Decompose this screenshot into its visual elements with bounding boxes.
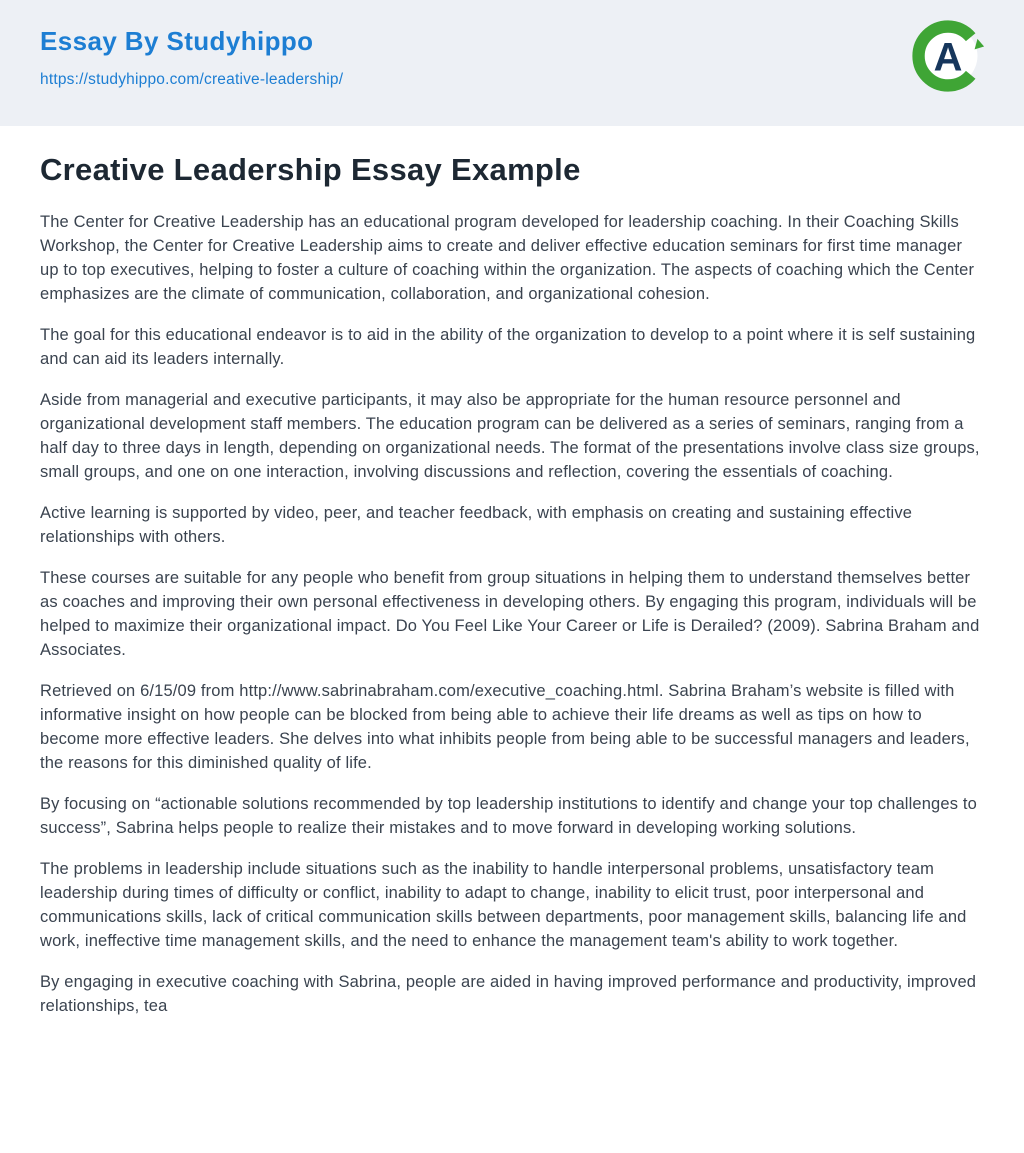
essay-paragraph: Retrieved on 6/15/09 from http://www.sabrinabraham.com/executive_coaching.html. Sabrina Braham’s website is filled with informative insight on how people can be blocked from being able to achieve their life dreams as well as tips on how to become more effective leaders. She delves into what inhibits people from being able to be successful managers and leaders, the reasons for this diminished quality of life. <box>40 682 970 772</box>
site-title: Essay By Studyhippo <box>40 26 314 56</box>
essay-paragraph: By focusing on “actionable solutions recommended by top leadership institutions to identify and change your top challenges to success”, Sabrina helps people to realize their mistakes and to move forward in developing working solutions. <box>40 795 977 837</box>
logo-ring-icon <box>910 18 986 94</box>
essay-paragraph: The goal for this educational endeavor is to aid in the ability of the organization to develop to a point where it is self sustaining and can aid its leaders internally. <box>40 326 976 368</box>
essay-paragraph: Active learning is supported by video, peer, and teacher feedback, with emphasis on creating and sustaining effective relationships with others. <box>40 504 913 546</box>
essay-paragraph: These courses are suitable for any people who benefit from group situations in helping them to understand themselves better as coaches and improving their own personal effectiveness in developing others. By engaging this program, individuals will be helped to maximize their organizational impact. Do You Feel Like Your Career or Life is Derailed? (2009). Sabrina Braham and Associates. <box>40 569 980 659</box>
essay-article <box>0 126 1024 1018</box>
studyhippo-logo <box>910 18 986 94</box>
essay-paragraph: The Center for Creative Leadership has an educational program developed for leadership coaching. In their Coaching Skills Workshop, the Center for Creative Leadership aims to create and deliver effective education seminars for first time manager up to top executives, helping to foster a culture of coaching within the organization. The aspects of coaching which the Center emphasizes are the climate of communication, collaboration, and organizational cohesion. <box>40 213 975 303</box>
article-title: Creative Leadership Essay Example <box>40 152 581 187</box>
essay-paragraph: The problems in leadership include situations such as the inability to handle interpersonal problems, unsatisfactory team leadership during times of difficulty or conflict, inability to adapt to change, inability to elicit trust, poor interpersonal and communications skills, lack of critical communication skills between departments, poor management skills, balancing life and work, ineffective time management skills, and the need to enhance the management team's ability to work together. <box>40 860 967 950</box>
essay-paragraph: Aside from managerial and executive participants, it may also be appropriate for the human resource personnel and organizational development staff members. The education program can be delivered as a series of seminars, ranging from a half day to three days in length, depending on organizational needs. The format of the presentations involve class size groups, small groups, and one on one interaction, involving discussions and reflection, covering the essentials of coaching. <box>40 391 980 481</box>
site-url-link[interactable]: https://studyhippo.com/creative-leadership/ <box>40 71 344 88</box>
essay-paragraph: By engaging in executive coaching with Sabrina, people are aided in having improved performance and productivity, improved relationships, tea <box>40 973 977 1015</box>
logo-letter: A <box>933 35 963 80</box>
page-header <box>0 0 1024 126</box>
